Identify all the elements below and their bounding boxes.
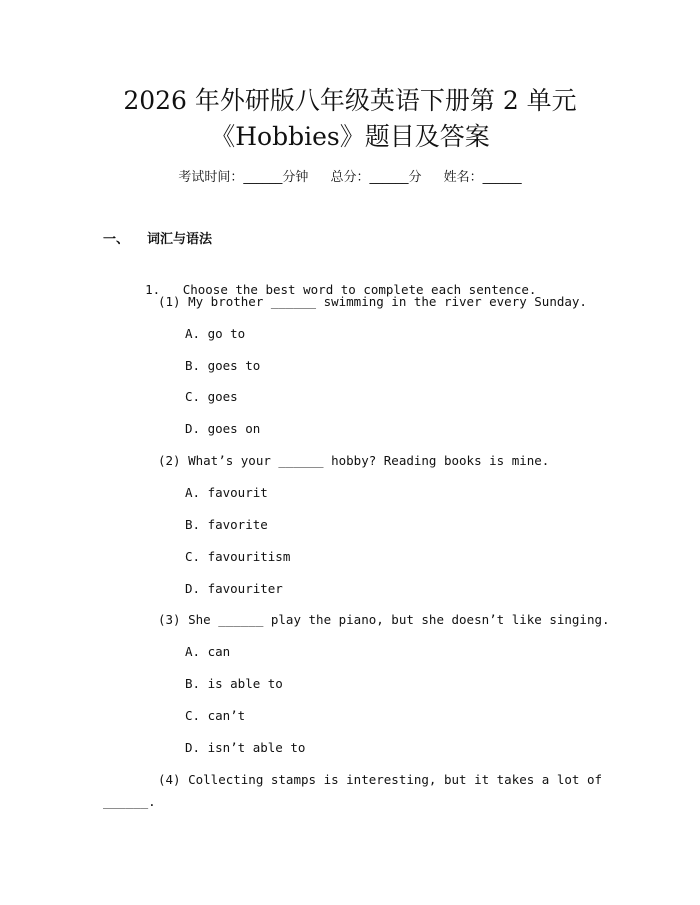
item-2-option-a: A. favourit xyxy=(185,485,268,500)
item-2-option-c: C. favouritism xyxy=(185,549,291,564)
item-3-option-b: B. is able to xyxy=(185,676,283,691)
item-1-option-c: C. goes xyxy=(185,389,238,404)
item-3-option-c: C. can’t xyxy=(185,708,246,723)
exam-info xyxy=(0,168,700,188)
section-number: 一、 xyxy=(103,232,130,247)
question-instruction: Choose the best word to complete each sentence. xyxy=(182,282,537,297)
exam-time-field: 考试时间：______分钟 xyxy=(178,170,309,185)
section-title: 词汇与语法 xyxy=(147,232,213,247)
item-3-option-a: A. can xyxy=(185,644,231,659)
item-1-option-a: A. go to xyxy=(185,326,246,341)
exam-name-field: 姓名：______ xyxy=(443,170,522,185)
item-4-continuation: ______. xyxy=(103,794,156,809)
section-heading xyxy=(103,230,212,250)
question-number: 1. xyxy=(145,282,161,297)
page-title-line-2: 《Hobbies》题目及答案 xyxy=(210,122,490,151)
item-1-option-d: D. goes on xyxy=(185,421,261,436)
item-2-option-b: B. favorite xyxy=(185,517,268,532)
item-1-option-b: B. goes to xyxy=(185,358,261,373)
item-3-stem: (3) She ______ play the piano, but she doesn’t like singing. xyxy=(158,612,610,627)
item-4-stem: (4) Collecting stamps is interesting, but it takes a lot of xyxy=(158,772,603,787)
item-2-stem: (2) What’s your ______ hobby? Reading books is mine. xyxy=(158,453,550,468)
page-title-line-1: 2026 年外研版八年级英语下册第 2 单元 xyxy=(123,86,577,115)
item-3-option-d: D. isn’t able to xyxy=(185,740,306,755)
exam-score-field: 总分：______分 xyxy=(330,170,422,185)
item-1-stem: (1) My brother ______ swimming in the river every Sunday. xyxy=(158,294,587,309)
item-2-option-d: D. favouriter xyxy=(185,581,283,596)
